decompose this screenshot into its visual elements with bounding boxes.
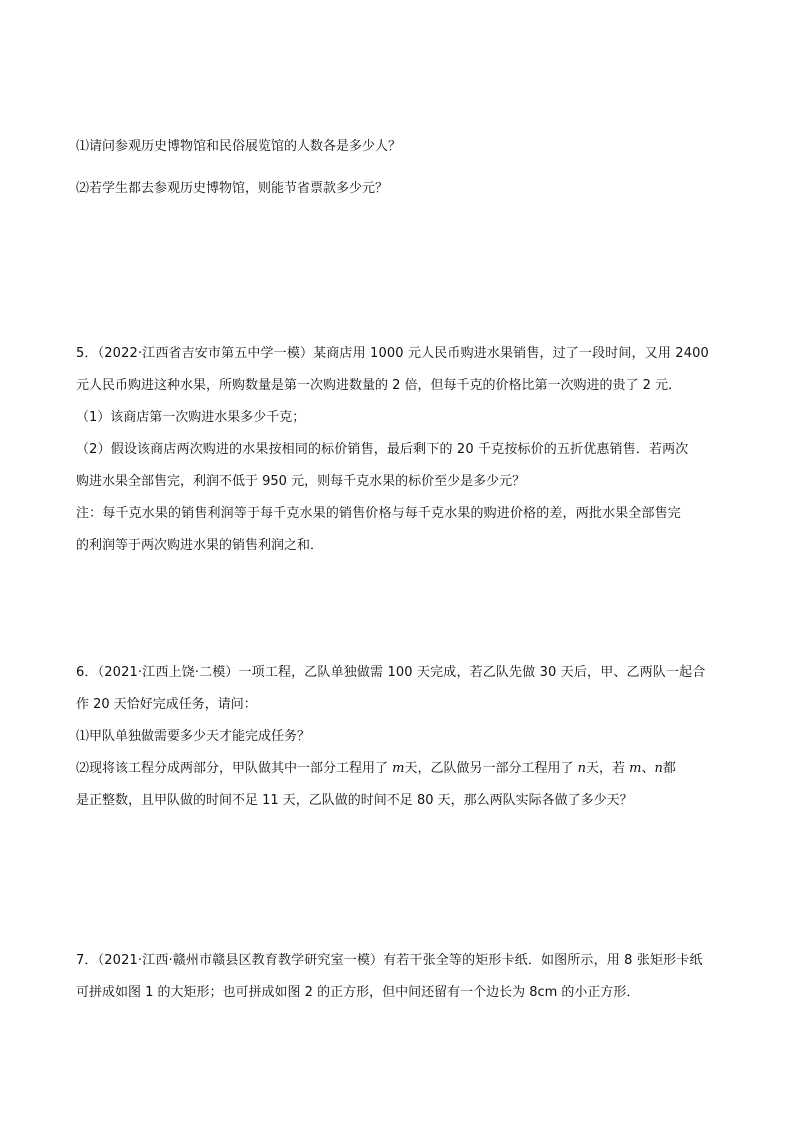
variable-m: m bbox=[392, 761, 405, 776]
q7-stem-line-1: 7．（2021·江西·赣州市赣县区教育教学研究室一模）有若干张全等的矩形卡纸．如图所示，用 8 张矩形卡纸 bbox=[76, 953, 703, 968]
q6-sub2-text-c: 天，若 bbox=[585, 761, 630, 776]
q6-sub2-separator: 、 bbox=[641, 761, 655, 776]
q6-sub-question-2-line-1 bbox=[76, 760, 676, 778]
q5-note-line-2: 的利润等于两次购进水果的销售利润之和． bbox=[76, 538, 324, 553]
q6-sub-question-2-line-2: 是正整数，且甲队做的时间不足 11 天，乙队做的时间不足 80 天，那么两队实际各做了多少天？ bbox=[76, 793, 633, 808]
q4-part-2: ⑵若学生都去参观历史博物馆，则能节省票款多少元？ bbox=[76, 181, 389, 196]
variable-m-second: m bbox=[629, 761, 642, 776]
q6-sub2-text-d: 都 bbox=[662, 761, 676, 776]
q5-stem-line-2: 元人民币购进这种水果，所购数量是第一次购进数量的 2 倍，但每千克的价格比第一次购进的贵了 2 元． bbox=[76, 378, 682, 393]
variable-n: n bbox=[577, 761, 586, 776]
q6-stem-line-1: 6．（2021·江西上饶·二模）一项工程，乙队单独做需 100 天完成，若乙队先做 30 天后，甲、乙两队一起合 bbox=[76, 665, 706, 680]
q5-note-line-1: 注：每千克水果的销售利润等于每千克水果的销售价格与每千克水果的购进价格的差，两批水果全部售完 bbox=[76, 506, 681, 521]
q5-sub-question-1: （1）该商店第一次购进水果多少千克； bbox=[76, 410, 306, 425]
q6-stem-line-2: 作 20 天恰好完成任务，请问： bbox=[76, 697, 257, 712]
q5-sub-question-2-line-2: 购进水果全部售完，利润不低于 950 元，则每千克水果的标价至少是多少元？ bbox=[76, 474, 526, 489]
variable-n-second: n bbox=[654, 761, 663, 776]
q6-sub2-text-a: ⑵现将该工程分成两部分，甲队做其中一部分工程用了 bbox=[76, 761, 393, 776]
q4-part-1: ⑴请问参观历史博物馆和民俗展览馆的人数各是多少人？ bbox=[76, 139, 402, 154]
q5-stem-line-1: 5．（2022·江西省吉安市第五中学一模）某商店用 1000 元人民币购进水果销售，过了一段时间，又用 2400 bbox=[76, 346, 709, 361]
q6-sub2-text-b: 天，乙队做另一部分工程用了 bbox=[404, 761, 578, 776]
q6-sub-question-1: ⑴甲队单独做需要多少天才能完成任务？ bbox=[76, 729, 311, 744]
q7-stem-line-2: 可拼成如图 1 的大矩形；也可拼成如图 2 的正方形，但中间还留有一个边长为 8cm 的小正方形． bbox=[76, 985, 640, 1000]
q5-sub-question-2-line-1: （2）假设该商店两次购进的水果按相同的标价销售，最后剩下的 20 千克按标价的五折优惠销售．若两次 bbox=[76, 442, 689, 457]
